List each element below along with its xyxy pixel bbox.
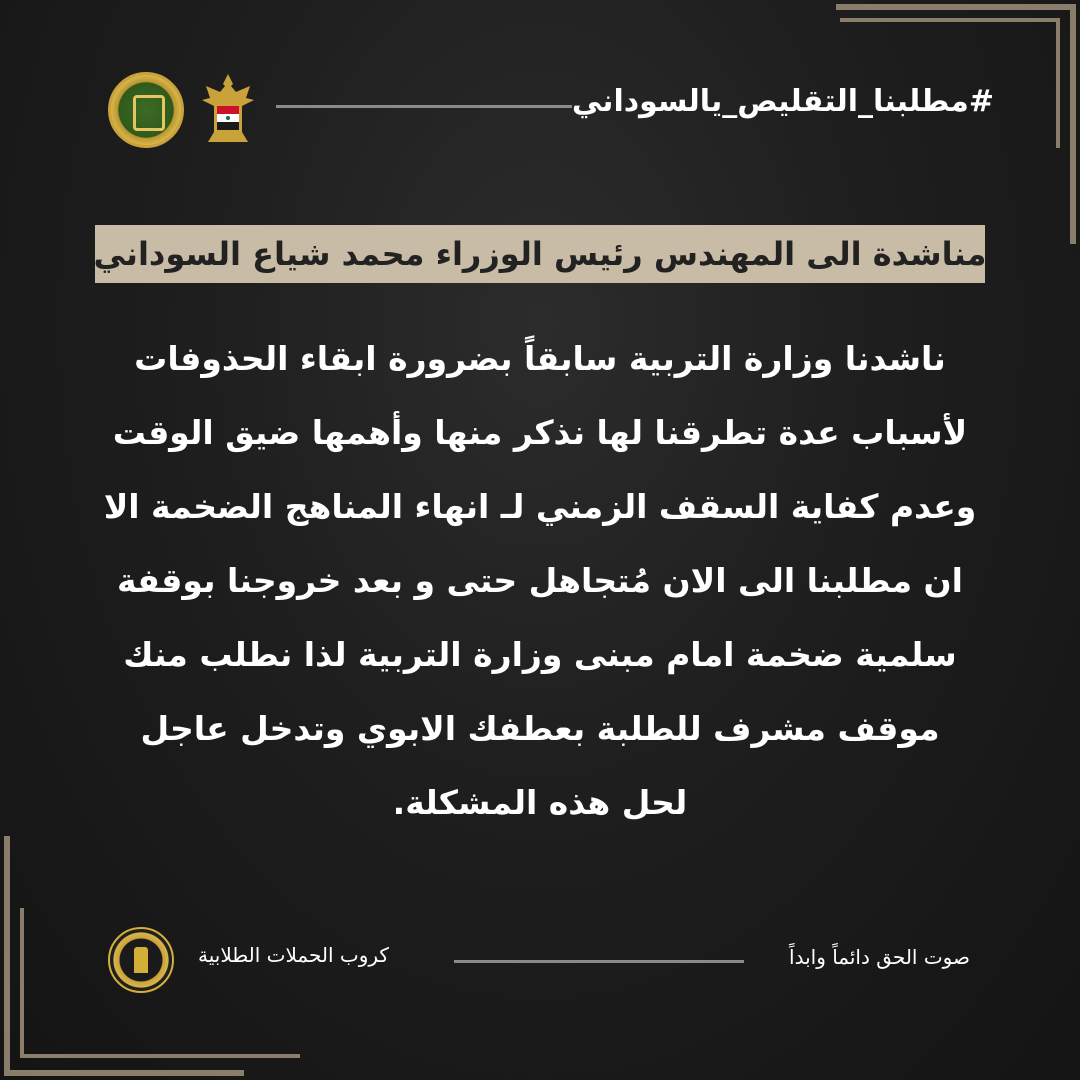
body-line: ان مطلبنا الى الان مُتجاهل حتى و بعد خروجنا بوقفة [117, 561, 963, 600]
title-banner [95, 225, 985, 283]
header [104, 72, 994, 144]
group-name-text: كروب الحملات الطلابية [198, 943, 389, 967]
ministry-of-education-seal-icon [108, 72, 184, 148]
body-line: وعدم كفاية السقف الزمني لـ انهاء المناهج الضخمة الا [103, 487, 977, 526]
body-line: لأسباب عدة تطرقنا لها نذكر منها وأهمها ضيق الوقت [112, 413, 968, 452]
footer [104, 925, 984, 997]
footer-divider-line [454, 960, 744, 963]
title-text: مناشدة الى المهندس رئيس الوزراء محمد شياع السوداني [93, 235, 987, 273]
header-divider-line [276, 105, 572, 108]
body-line: موقف مشرف للطلبة بعطفك الابوي وتدخل عاجل [140, 709, 940, 748]
appeal-body [90, 322, 990, 840]
body-line: ناشدنا وزارة التربية سابقاً بضرورة ابقاء الحذوفات [134, 339, 946, 378]
body-line: لحل هذه المشكلة. [392, 783, 688, 822]
slogan-text: صوت الحق دائماً وابداً [789, 945, 970, 969]
body-line: سلمية ضخمة امام مبنى وزارة التربية لذا نطلب منك [123, 635, 957, 674]
student-campaigns-seal-icon [108, 927, 174, 993]
hashtag-text: #مطلبنا_التقليص_يالسوداني [571, 84, 994, 119]
iraqi-eagle-emblem-icon [200, 72, 256, 146]
